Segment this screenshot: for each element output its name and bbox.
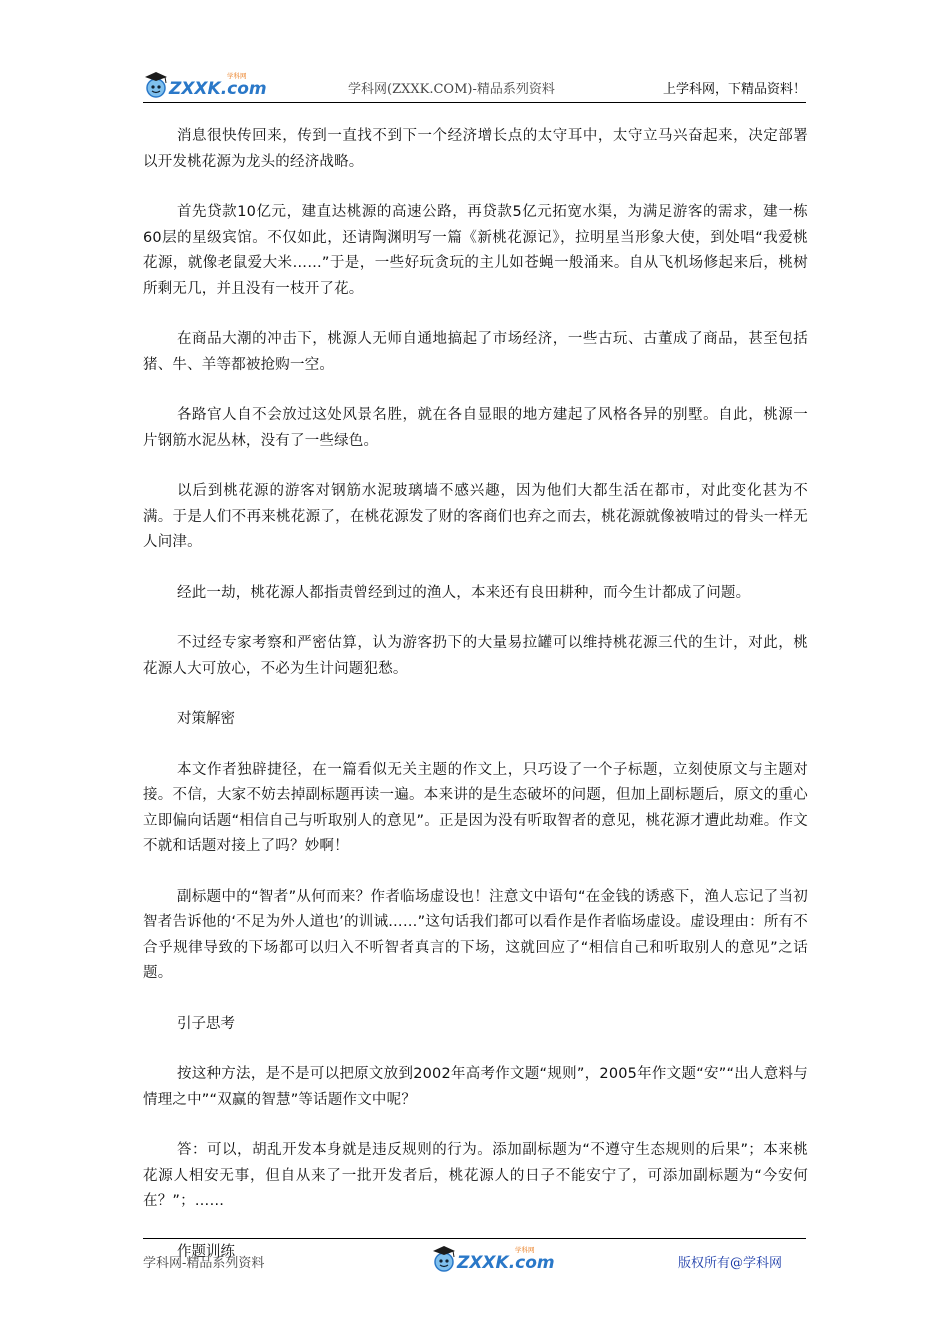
paragraph: 答：可以，胡乱开发本身就是违反规则的行为。添加副标题为“不遵守生态规则的后果”；本来桃花源人相安无事，但自从来了一批开发者后，桃花源人的日子不能安宁了，可添加副标题为“今安何在？”；…… [143,1142,808,1209]
footer-divider [143,1238,806,1239]
paragraph: 不过经专家考察和严密估算，认为游客扔下的大量易拉罐可以维持桃花源三代的生计，对此，桃花源人大可放心，不必为生计问题犯愁。 [143,635,808,677]
header-divider [143,102,806,103]
footer-site-label: 学科网-精品系列资料 [143,1256,265,1271]
header-slogan: 上学科网，下精品资料！ [662,82,806,97]
paragraph: 消息很快传回来，传到一直找不到下一个经济增长点的太守耳中，太守立马兴奋起来，决定部署以开发桃花源为龙头的经济战略。 [143,128,808,170]
paragraph: 首先贷款10亿元，建直达桃源的高速公路，再贷款5亿元拓宽水渠，为满足游客的需求，建一栋60层的星级宾馆。不仅如此，还请陶渊明写一篇《新桃花源记》，拉明星当形象大使，到处唱“我爱桃花源，就像老鼠爱大米……”于是，一些好玩贪玩的主儿如苍蝇一般涌来。自从飞机场修起来后，桃树所剩无几，并且没有一枝开了花。 [143,204,808,297]
page-header [143,64,806,104]
paragraph: 在商品大潮的冲击下，桃源人无师自通地搞起了市场经济，一些古玩、古董成了商品，甚至包括猪、牛、羊等都被抢购一空。 [143,331,808,373]
footer-logo-small-text: 学科网 [515,1246,535,1254]
zxxk-logo [143,66,267,102]
logo-wordmark: ZXXK.com [169,79,267,99]
section-heading-reflection: 引子思考 [177,1015,235,1032]
paragraph: 以后到桃花源的游客对钢筋水泥玻璃墙不感兴趣，因为他们大都生活在都市，对此变化甚为不满。于是人们不再来桃花源了，在桃花源发了财的客商们也弃之而去，桃花源就像被啃过的骨头一样无人问津。 [143,483,808,550]
paragraph: 本文作者独辟捷径，在一篇看似无关主题的作文上，只巧设了一个子标题，立刻使原文与主题对接。不信，大家不妨去掉副标题再读一遍。本来讲的是生态破坏的问题，但加上副标题后，原文的重心立即偏向话题“相信自己与听取别人的意见”。正是因为没有听取智者的意见，桃花源才遭此劫难。作文不就和话题对接上了吗？妙啊！ [143,761,808,854]
paragraph: 副标题中的“智者”从何而来？作者临场虚设也！注意文中语句“在金钱的诱惑下，渔人忘记了当初智者告诉他的‘不足为外人道也’的训诫……”这句话我们都可以看作是作者临场虚设。虚设理由：所有不合乎规律导致的下场都可以归入不听智者真言的下场，这就回应了“相信自己和听取别人的意见”之话题。 [143,888,808,981]
paragraph: 经此一劫，桃花源人都指责曾经到过的渔人，本来还有良田耕种，而今生计都成了问题。 [177,584,751,601]
paragraph: 各路官人自不会放过这处风景名胜，就在各自显眼的地方建起了风格各异的别墅。自此，桃源一片钢筋水泥丛林，没有了一些绿色。 [143,407,808,449]
section-heading-training: 作题训练 [177,1243,235,1260]
section-heading-strategy: 对策解密 [177,711,235,727]
footer-copyright-link[interactable]: 版权所有@学科网 [677,1256,782,1271]
logo-small-text: 学科网 [227,72,247,80]
page-footer [143,1240,806,1280]
header-site-title: 学科网(ZXXK.COM)-精品系列资料 [348,82,555,97]
zxxk-footer-logo [431,1240,555,1276]
article-body [143,124,808,1290]
footer-logo-wordmark: ZXXK.com [457,1253,555,1273]
paragraph: 按这种方法，是不是可以把原文放到2002年高考作文题“规则”，2005年作文题“安”“出人意料与情理之中”“双赢的智慧”等话题作文中呢？ [143,1066,808,1108]
